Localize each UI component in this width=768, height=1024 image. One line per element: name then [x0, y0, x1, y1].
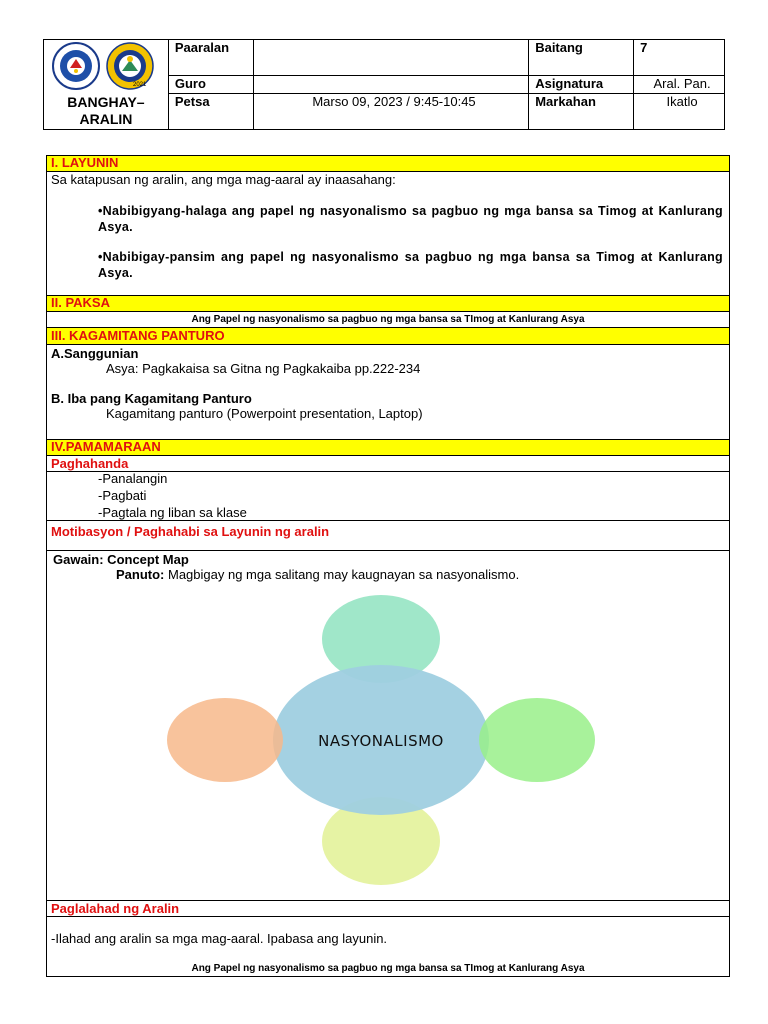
markahan-value: Ikatlo [634, 94, 725, 130]
deped-seal-icon [53, 43, 99, 89]
school-seal-icon [107, 43, 153, 89]
pamamaraan-heading: IV.PAMAMARAAN [47, 440, 729, 456]
header-table [43, 39, 725, 130]
concept-map [157, 593, 607, 893]
logo-cell [44, 40, 169, 94]
motibasyon-heading: Motibasyon / Paghahabi sa Layunin ng aralin [47, 521, 729, 551]
kagamitan-heading: III. KAGAMITANG PANTURO [47, 328, 729, 345]
paaralan-value [253, 40, 528, 76]
baitang-value: 7 [634, 40, 725, 76]
kagamitan-section [47, 345, 729, 440]
layunin-item-1: •Nabibigyang-halaga ang papel ng nasyonalismo sa pagbuo ng mga bansa sa Timog at Kanlurang Asya. [98, 204, 723, 234]
lesson-plan-body [46, 155, 730, 977]
iba-pang-kagamitan-label: B. Iba pang Kagamitang Panturo [51, 391, 252, 406]
paghahanda-item-1: -Panalangin [98, 471, 168, 486]
asignatura-value: Aral. Pan. [634, 76, 725, 94]
gawain-label: Gawain: Concept Map [53, 552, 189, 567]
iba-pang-kagamitan-text: Kagamitang panturo (Powerpoint presentation, Laptop) [106, 406, 423, 421]
concept-center-label: NASYONALISMO [318, 732, 444, 750]
logos [50, 41, 162, 91]
panuto-text: Magbigay ng mga salitang may kaugnayan sa nasyonalismo. [164, 567, 520, 582]
paglalahad-text: -Ilahad ang aralin sa mga mag-aaral. Ipabasa ang layunin. [51, 931, 388, 946]
layunin-heading: I. LAYUNIN [47, 156, 729, 172]
paghahanda-heading: Paghahanda [47, 456, 729, 472]
concept-left-bubble[interactable] [167, 698, 283, 782]
paksa-heading: II. PAKSA [47, 296, 729, 312]
sanggunian-label: A.Sanggunian [51, 346, 139, 361]
guro-label: Guro [168, 76, 253, 94]
petsa-label: Petsa [168, 94, 253, 130]
panuto-line [116, 567, 519, 582]
layunin-intro: Sa katapusan ng aralin, ang mga mag-aaral ay inaasahang: [51, 172, 396, 187]
gawain-section [47, 551, 729, 901]
layunin-item-2: •Nabibigay-pansim ang papel ng nasyonalismo sa pagbuo ng mga bansa sa Timog at Kanlurang Asya. [98, 250, 723, 280]
paglalahad-subtitle: Ang Papel ng nasyonalismo sa pagbuo ng mga bansa sa TImog at Kanlurang Asya [191, 963, 585, 974]
paglalahad-heading: Paglalahad ng Aralin [47, 901, 729, 917]
layunin-section [47, 172, 729, 296]
paaralan-label: Paaralan [168, 40, 253, 76]
paglalahad-section [47, 917, 729, 978]
asignatura-label: Asignatura [529, 76, 634, 94]
concept-right-bubble[interactable] [479, 698, 595, 782]
paghahanda-item-3: -Pagtala ng liban sa klase [98, 505, 247, 520]
markahan-label: Markahan [529, 94, 634, 130]
paksa-text: Ang Papel ng nasyonalismo sa pagbuo ng mga bansa sa TImog at Kanlurang Asya [47, 312, 729, 328]
banghay-aralin-title: BANGHAY– ARALIN [44, 94, 169, 130]
paghahanda-item-2: -Pagbati [98, 488, 147, 503]
svg-text:2021: 2021 [133, 82, 147, 88]
guro-value [253, 76, 528, 94]
baitang-label: Baitang [529, 40, 634, 76]
sanggunian-text: Asya: Pagkakaisa sa Gitna ng Pagkakaiba pp.222-234 [106, 361, 421, 376]
petsa-value: Marso 09, 2023 / 9:45-10:45 [253, 94, 528, 130]
panuto-label: Panuto: [116, 567, 165, 582]
paghahanda-section [47, 472, 729, 521]
